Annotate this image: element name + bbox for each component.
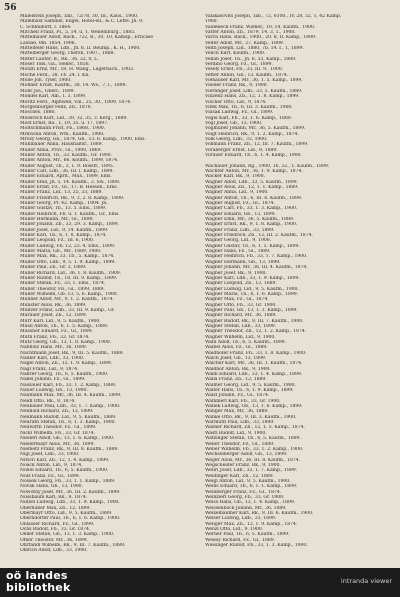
directory-entry: Weger Alois, Mr., 36, III. 8. Kaufm., 1874. <box>205 457 300 463</box>
directory-entry: Nolz Franz, Fz., Gl., 1899. <box>20 473 80 479</box>
directory-entry: Waibel Alois, Fz., Gl., 1889. <box>205 345 268 351</box>
directory-entry: Nagl Franz, Lid., 9, 1874. <box>20 366 79 372</box>
directory-entry: Nagel Anton, Zb., 12, 1. 9. Kamp., 1899. <box>20 361 113 367</box>
directory-entry: Ochs Rudolf, Fb., 33, Gr. 1874. <box>20 527 91 532</box>
directory-entry: Vatter Anton, Zb., 1879, 14. 3, 1., 1900. <box>205 30 296 36</box>
directory-entry: Wahl Adolf, Tb., 6, 5. Kaufm., 1899. <box>205 339 286 345</box>
directory-entry: Müller Anton, Tb., 33. Kaufm., Gr. 1900. <box>20 152 112 158</box>
directory-entry: Wagner Anna, Lid., 9, 1900. <box>205 190 269 196</box>
directory-entry: Vinzenz Hans, Zb., 12, 1. 8. Kamp., 1899. <box>205 94 300 100</box>
directory-entry: Wallner Georg, Lid., 9, 5. Kaufm., 1900. <box>205 382 296 388</box>
directory-entry: Noack Anton, Lid., 9, 1874. <box>20 462 83 468</box>
directory-entry: Weixelbaumer Karl, Rk., 9, III. 6. Kaufm., 1900. <box>205 510 314 516</box>
directory-entry: Müller Stefan, Fz., 33, 1. Ems., 1874. <box>20 281 106 287</box>
directory-entry: Wagner Leopold, Zb., 12, 1889. <box>205 281 277 287</box>
directory-entry: Niedermayr Alois, Mr., 36, 1899. <box>20 441 95 447</box>
directory-entry: Laxsae, 0m. 1854, 1906. <box>20 40 76 46</box>
directory-entry: Nakel Johann, Fz., Gl., 1899. <box>20 377 86 383</box>
logo-line-2: bibliothek <box>6 581 71 594</box>
directory-entry: Vellan Josef, Tb., Jh. 6, 33, Kamp., 1889. <box>205 56 297 62</box>
directory-entry: Naumann Max, Mr., 36, III. 4. Kaufm., 1899. <box>20 393 122 399</box>
directory-entry: Müller Ernst, Fz., Gl., 17. B. Hessen., Ems. <box>20 185 119 190</box>
directory-entry: Wesely Richard, Fz., Gl., 1889. <box>205 537 276 543</box>
directory-entry: Wagner Adolf, Ldb., 33, 5. Kaufm., 1899. <box>205 179 298 185</box>
directory-entry: Waidhofer Franz, Fb., 33, 1. 8. Kamp., 1900. <box>205 350 307 356</box>
directory-entry: Werner Paul, Tb., 6, 5. Kaufm., 1899. <box>205 532 290 538</box>
directory-entry: Millelnast Sammel, Engel, Hotel-ell., & C. Lette. Jh. 9, <box>20 19 144 25</box>
directory-entry: Müller Hermann, Mr., Gl., 1890. <box>20 217 94 223</box>
directory-entry: Moche Ferd., 38, 14. 24. I. Kn. <box>20 72 90 78</box>
directory-entry: 1900. <box>205 19 218 25</box>
directory-entry: Müller Anna, Prov., Gl., 1900, 1869. <box>20 147 102 153</box>
directory-entry: Müller Rudolf, Tb., 18, III. 9. Kamp., 1899. <box>20 275 118 281</box>
directory-entry: Müller Josef, Lid., 9, 14. Kaufm., 1899. <box>20 227 109 233</box>
directory-entry: Wagner Wilhelm, Lid., 9, 1900. <box>205 334 276 340</box>
directory-entry: Wastl Rudolf, Lid., 9, 1900. <box>205 430 267 436</box>
directory-entry: Most Ernst, Ba., 1, 19, 35. u. 17, 1897. <box>20 120 109 126</box>
directory-entry: Nigl Josef, Ldb., 33, 1900. <box>20 452 80 458</box>
directory-entry: Wagner Johann, Mr., 36, III. 4. Kaufm., 1874. <box>205 265 308 271</box>
directory-entry: Walter Hans, Tb., 6, 1. 9. Kamp., 1899. <box>205 388 294 394</box>
directory-entry: Wagner Hans, Fz., Gl., 1889. <box>205 249 271 255</box>
directory-entry: Vesely Ernst, Fb., 33, III. 9., 1900. <box>205 67 284 73</box>
directory-entry: Müller Paul, Zb., Gr. 3, 1889. <box>20 265 87 271</box>
directory-entry: Wiesinger Rudolf, Fb., 33, 1. 3. Kamp., 1900. <box>205 543 308 549</box>
directory-entry: Walla Franz, Zb., 12, 1889. <box>205 377 267 383</box>
directory-entry: Muth Franz, Fb., 33, Gr. 1874. <box>20 334 90 340</box>
directory-entry: Mitter Lauter, B., Rk., 36, 32, 0, L. <box>20 56 99 62</box>
directory-entry: Müller Carl, Ldb., 36, III. I. Kamp., 1899. <box>20 168 114 174</box>
directory-entry: Wagner Georg, Lid., 9, 1900. <box>205 238 271 244</box>
directory-entry: Novak Hans, Gb., 13, 1900. <box>20 484 83 490</box>
directory-entry: Mussner Eduard, Fz., Gl., 1899. <box>20 329 93 335</box>
directory-entry: Vitek Max, Tb., 6, III. 3. Kaufm., 1900. <box>205 104 293 110</box>
directory-entry: Volk Georg, Ldb., 33, 1900. <box>205 136 268 142</box>
directory-entry: Müller Eduard, Aprit., Mus., 1899, Ems. <box>20 174 112 180</box>
directory-entry: Oblasser Richard, Fz., Gl., 1899. <box>20 521 95 527</box>
directory-entry: Münster Alois, Rk., 36, 1899. <box>20 302 87 308</box>
directory-entry: Walch Josef, Gb., 13, 1899. <box>205 356 267 361</box>
directory-entry: Murr Karl, Lid., 9, 5. Kaufm., 1900. <box>20 318 101 324</box>
directory-entry: Niederl Adolf, Gb., 13, 1. 6. Kamp., 1900. <box>20 436 115 442</box>
directory-entry: Neuhold Richard, Zb., 12, 1899. <box>20 409 94 415</box>
directory-entry: Wachauer Johann, Rg., 1900, 16, 32., 1. Kaufm., 1899. <box>205 163 330 169</box>
directory-entry: Vierlinger Josef, Ldb., 33, 5. Kaufm., 1889. <box>205 88 303 94</box>
directory-entry: Mölle Joh. Tyler, 1900. <box>20 78 72 84</box>
directory-entry: Weber Wilhelm, Fb., 33, 1. 2. Kamp., 1900. <box>205 446 304 452</box>
directory-entry: Müller Otto, Ldb., 9, 5. 1. 9. Kamp., 1899. <box>20 259 116 265</box>
directory-entry: Valdeneck Franz, Wiener., 10, 14, Kaufm., 1900. <box>205 24 316 30</box>
directory-entry: Wanke Otto, Rk., 9, III. 3. Kaufm., 1900. <box>205 414 297 420</box>
directory-entry: Welser Ludwig, Ldb., 33, 1899. <box>205 516 277 522</box>
directory-entry: Nachtmann Josef, Rk., 9, III. 5. Kaufm., 1889. <box>20 350 124 356</box>
directory-entry: Valakasovits Joseph, Tab., 72, 6100., IV. 28, 32, 1, 42 Kamp. <box>205 14 342 19</box>
directory-entry: Vavra Hans, Bäck., 1900., 20. 8, II. Kamp., 1899. <box>205 35 317 41</box>
directory-entry: Müller Anton, Mr., 66. Koufm., 1899, 1874. <box>20 158 119 164</box>
directory-entry: Oberhuber Max, Zb., 12, 1899. <box>20 505 91 511</box>
directory-entry: Wasner Richard, Zb., 12, 1. 5. Kamp., 1874. <box>205 425 305 431</box>
directory-entry: Wagner Ernst, Rk., 9, 1. 8. Kamp., 1900. <box>205 222 298 228</box>
directory-entry: Nassauer Karl, Fb., 33, 1. 2. Kamp., 1889. <box>20 382 117 388</box>
directory-entry: Wagner Rudolf, Rk., 9, III. 7. Kaufm., 1900. <box>205 318 304 324</box>
directory-entry: Niemetz Franz, Rk., 9, III. 8. Kaufm., 1889. <box>20 446 119 452</box>
directory-entry: Münzer Franz, Ldb., 33, III. 9. Kamp., Gr. <box>20 307 115 313</box>
directory-entry: Watzinger Stefan, Tb., 6, 5. Kaufm., 1899. <box>205 436 301 442</box>
directory-entry: Nabholz Hans, Mr., 36, 1899. <box>20 345 88 351</box>
directory-entry: Waldhör Anton, Rk., 9, 1900. <box>205 366 271 372</box>
directory-entry: Wacker Karl, Rk., 9, 1900. <box>205 174 265 180</box>
directory-entry: Moser Tobi, Ga., Heller., 1856. <box>20 62 90 68</box>
directory-entry: Wachter Anton, Mr., 36, 1. 9. Kamp., 1874. <box>205 168 303 174</box>
directory-entry: Vogl Josef, Gb., 13, 1900. <box>205 120 263 126</box>
directory-entry: Weigl Anton, Lid., 9, 5. Kaufm., 1900. <box>205 478 291 484</box>
directory-entry: Vetter Anton, Gb., 13, Kaufm., 1874. <box>205 72 289 78</box>
directory-entry: Nahrer Georg, Tb., 6, 5. Kaufm., 1900. <box>20 372 109 378</box>
directory-entry: Verdino Georg, Fz., Gl., 1899. <box>205 62 273 68</box>
directory-entry: Vorauer Eduard, Tb., 6, 1. 4. Kamp., 1900. <box>205 152 302 158</box>
directory-entry: Müller Gustav, Tb., 13. 5. Ems., 1899. <box>20 206 107 212</box>
directory-entry: Wagner Alois, Zb., 12, 1. 1. Kamp., 1889. <box>205 185 299 190</box>
directory-entry: Mittelberger Georg, Thersb, 1907., 1888. <box>20 51 115 57</box>
directory-entry: Müller Karl, Tb., 6, 1. 8, Kamp., 1874. <box>20 233 107 239</box>
directory-entry: Wagner Friedrich, Zb., 12, III. 2. Kaufm., 1874. <box>205 233 313 239</box>
directory-entry: Weihs Eduard, Tb., 6, 1. 1. Kamp., 1899. <box>205 484 298 490</box>
directory-entry: Wagner Anton, Tb., 6, III. 6. Kaufm., 1899. <box>205 195 303 201</box>
directory-entry: Wagner Maria, Tb., 6, 1. 6. Kamp., 1899. <box>205 291 299 297</box>
directory-entry: Obermayr Otto, Lid., 9, 5. Kaufm., 1889. <box>20 510 113 516</box>
directory-entry: Wagner August, Fz., Gl., 1874. <box>205 201 275 207</box>
directory-entry: Mosches, 1880. <box>20 110 56 116</box>
directory-entry: Musil Anton, Tb., 6, 1. 5. Kamp., 1889. <box>20 323 109 329</box>
directory-entry: Veith Joseph, Lid., 1880, 7b. 14. I., 1, 1899. <box>205 46 304 52</box>
directory-entry: Olbrich Adolf, Ldb., 33, 1900. <box>20 548 88 554</box>
directory-entry: Wenzl Otto, Lid., 9, 1900. <box>205 527 264 532</box>
directory-entry: Wagner Stefan, Ldb., 33, 1899. <box>205 323 277 329</box>
viewer-label: intranda viewer <box>340 577 392 585</box>
directory-entry: Neuwirth Theodor, Fz., Gl., 1899. <box>20 425 97 431</box>
directory-entry: Wagner Karl, Ldb., 33, 1. 9. Kamp., 1899. <box>205 275 300 281</box>
directory-entry: Waldl Eduard, Ldb., 33, 1. 4. Kamp., 1899. <box>205 372 303 378</box>
logo-line-1: oö landes <box>6 569 68 582</box>
directory-entry: Nitsch Karl, Zb., 12, 1. 4. Kamp., 1899. <box>20 457 110 463</box>
directory-entry: Vlasak Ludwig, Fz., Gl., 1899. <box>205 110 274 116</box>
directory-entry: Viehauser Karl, Mr., 36, 1. 5. Kamp., 1899. <box>205 78 303 84</box>
directory-entry: Nadler Karl, Ldb., 33, 1900. <box>20 356 85 361</box>
directory-entry: Nowotny Josef, Mr., 36, III. 2. Kaufm., 1899. <box>20 489 121 495</box>
directory-entry: Millelstein Joseph, Tab., 72/78, 30, III., Kaus., 1900. <box>20 14 139 19</box>
directory-entry: Neidl Otto, Rk., 9, 1874. <box>20 398 76 404</box>
directory-entry: Walzl Johann, Fz., Gl., 1874. <box>205 393 270 399</box>
directory-entry: Ofner Theodor, Mr., 36, 1899. <box>20 537 88 543</box>
directory-entry: Mittelfeler Hans, Ldb., Jh. 6, II. Reump., K. H., 1900. <box>20 46 141 52</box>
directory-entry: Nützel Ludwig, Ldb., 33, 1. 9. Kamp., 1900. <box>20 500 120 506</box>
directory-entry: Wagner Ludwig, Lid., 9, 5. Kaufm., 1900. <box>205 286 299 292</box>
directory-entry: Nussbaum Karl, Rk., 9, 1874. <box>20 494 88 500</box>
directory-entry: Wagner Otto, Fb., 33, Gr. 1900. <box>205 302 277 308</box>
directory-entry: Mosersch Kurt, Lid., 39, 32, 35, 3. Kerg., 1889. <box>20 115 128 121</box>
directory-entry: Nauer Ludwig, Gb., 13, 1900. <box>20 388 88 394</box>
directory-entry: Wenger Max, Zb., 12, 1. 9. Kamp., 1874. <box>205 521 298 527</box>
directory-entry: Weinberger Franz, Fz., Gl., 1874. <box>205 489 282 495</box>
directory-entry: Moritz Ferd., Alphwell, Vill., 25, 30., 1899, 1874. <box>20 99 132 105</box>
directory-entry: Mondel Karl, Alb., I. 3. 1899. <box>20 94 87 100</box>
directory-entry: Nossek Georg, Fb., 33, 1. 1. Kamp., 1889. <box>20 478 116 484</box>
right-text-column <box>205 14 383 566</box>
directory-entry: Weinzierl Georg, Fb., 33, Gr. 1900. <box>205 494 285 500</box>
directory-entry: Müller Richard, Lid., 36, 1. 8. Kaufm., 1900. <box>20 270 121 276</box>
directory-entry: Oeller Stefan, Gb., 13, 1. 3. Kamp., 1900. <box>20 532 115 538</box>
viewer-footer <box>0 568 400 597</box>
left-text-column <box>20 14 198 566</box>
directory-entry: Voigt Heinrich, Rk., 9, 1. 2. Kamp., 1874. <box>205 131 299 137</box>
directory-entry: Voraberger Ernst, Lid., 9, 1889. <box>205 147 278 153</box>
directory-entry: Müller Franz, Lid., 13, 25, 33, 1889. <box>20 190 103 196</box>
directory-entry: Müller Wilhelm, Gb. 13, 5, 6. Kamp., 1900. <box>20 291 118 297</box>
directory-entry: Wehrl Josef, Ldb., 33, 1. 7. Kamp., 1899. <box>205 468 298 474</box>
directory-entry: Vieider Franz, Rk., 9, 1900. <box>205 83 268 89</box>
directory-entry: Mitchell Franz, Pl., 5, 14. u, 1. Wenemburg., 1885. <box>20 30 136 36</box>
directory-entry: Wagner Heinrich, Fb., 33, 1. 7. Kamp., 1900. <box>205 254 308 260</box>
directory-entry: Wagner Theodor, Zb., 12, 1. 2. Kamp., 1874. <box>205 329 306 335</box>
directory-entry: Wagner Emil, Mr., 36, 5. Kaufm., 1889. <box>205 217 295 223</box>
directory-entry: Müller Max, Rk., 33, Tb., 5. Kamp., 1874. <box>20 254 115 260</box>
directory-entry: Moszh Ernz, Mr., 18, H. Wang., Lagerbach., 1903. <box>20 67 135 73</box>
directory-entry: Ohrfandl Wilhelm, Rk., 9, III. 7. Kaufm., 1889. <box>20 543 126 549</box>
directory-entry: Wagner Eduard, Gb., 13, 1899. <box>205 211 276 217</box>
directory-entry: Moltschmann Frist, Fb., 1868., 1900. <box>20 126 106 132</box>
directory-entry: Neumann Rudolf, Lid., 9, 5. Kaufm., 1889. <box>20 414 117 420</box>
directory-entry: Wagner Paul, Gb., 13, 1. 3. Kamp., 1899. <box>205 307 298 313</box>
directory-entry: Velich Kurt, Kaufm., 1900. <box>205 51 266 57</box>
directory-entry: Müller August, Tb., 3, 1. 9. Rosstr., 1895. <box>20 163 115 169</box>
library-logo[interactable] <box>6 570 70 594</box>
directory-entry: Wagner Franz, Ldb., 33, 1899. <box>205 227 275 233</box>
directory-entry: Müller Georg, Pt. 42. Kamp., 1904. Jh. <box>20 201 108 207</box>
directory-entry: Müller Johann, Zb., 33, 29. 3. Kamp., 1899. <box>20 222 119 228</box>
directory-entry: Mittelbauer Adolf, Bäck., 722, B., 30, 10, Kamsp., Erbcase <box>20 35 154 41</box>
directory-entry: Wammerl Karl, Fb., 33, Gr. 1900. <box>205 398 281 404</box>
directory-entry: Müller Leopold, Fz., III. 6, 1900. <box>20 238 95 244</box>
directory-entry: Wagner Hermann, Gb., 13, 1899. <box>205 259 281 265</box>
directory-entry: Müller Emil, Jh. 5, 14. Kaufm., 2. Sw., 1889. <box>20 179 121 185</box>
directory-entry: Wagner Carl, Fb., 33, 1. 3. Kamp., 1900. <box>205 206 298 212</box>
directory-entry: Weber Theodor, Fz., Gl., 1889. <box>205 441 275 447</box>
directory-entry: Neurath Stefan, Tb., 6, 1. 3. Kamp., 1900. <box>20 420 116 426</box>
directory-entry: Müller Maria, Gb., Mr., 1889, 1900. <box>20 249 102 255</box>
directory-entry: Wagner Richard, Mr., 36, 1889. <box>205 313 277 319</box>
directory-entry: Müller Friedrich, Rk., 9, 3, 2. 8. Kamp., 1899. <box>20 195 125 201</box>
directory-entry: Morgenburger Felix, Zb., 1870. <box>20 104 92 110</box>
directory-entry: Warmuth Paul, Ldb., 33, 1899. <box>205 420 275 426</box>
directory-entry: Mohr Jos., Oberl., 1899. <box>20 88 75 94</box>
directory-entry: Vollmann Franz, Zb., 12, III. 7. Kaufm., 1899. <box>205 142 309 148</box>
directory-entry: Wagner Max, Fz., Gl., 1874. <box>205 297 269 303</box>
directory-entry: Müller Theodor, Fb., Gl., 1899, 1889. <box>20 286 105 292</box>
directory-entry: Wegscheider Franz, Rk., 9, 1900. <box>205 462 281 468</box>
directory-entry: Wechselberger Adolf, Gb., 13, 1899. <box>205 452 288 458</box>
directory-entry: Mutz Georg, Gb., 13, 1. 8. Kamp., 1900. <box>20 339 112 345</box>
directory-entry: Weiss Hans, Gb., 13, 1. 4. Kamp., 1899. <box>205 500 296 506</box>
directory-entry: Weidinger Karl, Zb., 12, 1889. <box>205 473 274 479</box>
directory-entry: Wagner Josef, Rk., 9, 1900. <box>205 270 267 276</box>
directory-entry: Weissenböck Johann, Mr., 36, 1889. <box>205 505 287 511</box>
directory-entry: Mrozy Georg, Gb., 1874, Gb., 13. 6. Kamp., 1900, Ems. <box>20 136 146 142</box>
directory-entry: Vogel Karl, Fb., 33, 1. 6. Kamp., 1889. <box>205 115 293 121</box>
directory-entry: Vischer Otto, Lid., 9, 1874. <box>205 99 267 105</box>
directory-entry: Nickl Wilhelm, Fb., 33, Gr. 1874. <box>20 430 95 436</box>
directory-entry: Murauer Josef, Zb., 12, 1899. <box>20 313 88 319</box>
directory-entry: C. Schmidorff, I. 1864. <box>20 24 72 30</box>
directory-entry: Möhner Ernst, Kaufm., 38, 14. Ws., 7, I., 1899. <box>20 83 127 89</box>
page-number: 56 <box>4 3 17 13</box>
directory-entry: Nohel Eduard, Tb., 6, 5. Kaufm., 1900. <box>20 468 109 474</box>
directory-entry: Wagner Gustav, Tb., 6, 1. 5. Kamp., 1899. <box>205 243 300 249</box>
directory-entry: Veiter Adolf, Mr., 27, Kamp., 1899. <box>205 40 285 46</box>
directory-entry: Oberndorfer Paul, Tb., 6, 1. 6. Kamp., 1900. <box>20 516 121 522</box>
directory-entry: Neubauer Paul, Ldb., 33, 1. 7. Kamp., 1900. <box>20 404 121 410</box>
directory-entry: Müllner Adolf, Mr., 9, 1. 2. Kaufm., 1874. <box>20 297 114 303</box>
directory-entry: Mrkvicka Anton, Wm., Kaufm., 1900. <box>20 131 105 137</box>
directory-entry: Müller Ludwig, Fb. 12, 23. 4. Ems., 1899. <box>20 243 116 249</box>
directory-entry: Voglhuber Johann, Mr., 36, 5. Kaufm., 1899. <box>205 126 306 132</box>
directory-entry: Müller Heinrich, Fb. u. 1. Kaufm., Gr., Ems. <box>20 211 120 217</box>
directory-entry: Mühlbauer Anna, Haushaltsr., 1889. <box>20 142 103 148</box>
directory-entry: Wanek Ludwig, Gb., 13, 1. 6. Kamp., 1899. <box>205 404 303 410</box>
directory-entry: Walcher Karl, Mr., 36, III. 1. Kaufm., 1874. <box>205 361 303 367</box>
directory-entry: Wanger Max, Mr., 36, 1889. <box>205 409 269 415</box>
